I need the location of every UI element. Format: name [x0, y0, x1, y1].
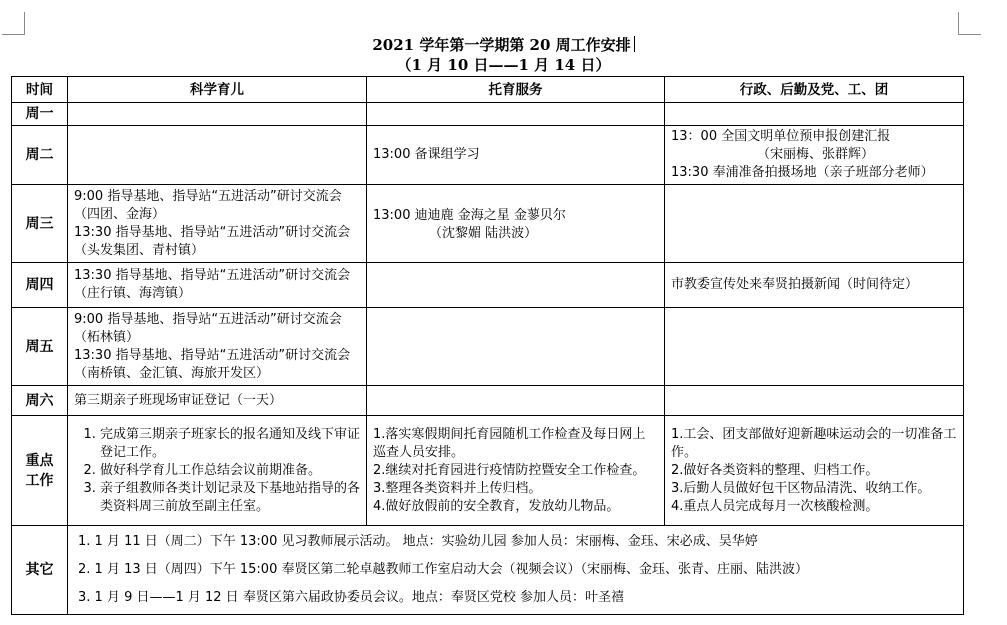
header-childcare-service: 托育服务	[367, 77, 665, 103]
document-title: 2021 学年第一学期第 20 周工作安排	[0, 35, 1007, 55]
row-saturday	[12, 386, 964, 416]
day-label: 周一	[12, 103, 68, 126]
header-time: 时间	[12, 77, 68, 103]
row-wednesday	[12, 185, 964, 263]
cell-empty	[367, 386, 665, 416]
entry-text: 9:00 指导基地、指导站“五进活动”研讨交流会（四团、金海）	[74, 188, 342, 222]
list-item: 1.落实寒假期间托育园随机工作检查及每日网上巡查人员安排。	[373, 426, 646, 460]
key-work-list	[74, 426, 360, 516]
cell-empty	[665, 308, 964, 386]
list-item: 2.做好各类资料的整理、归档工作。	[671, 462, 879, 478]
day-label: 重点工作	[12, 416, 68, 526]
entry-text: 13:00 备课组学习	[373, 147, 480, 162]
list-item: 2.继续对托育园进行疫情防控暨安全工作检查。	[373, 462, 646, 478]
cell-kexue	[68, 308, 367, 386]
list-item: 3. 1 月 9 日——1 月 12 日 奉贤区第六届政协委员会议。地点：奉贤区党校 参加人员：叶圣禧	[78, 590, 624, 605]
list-item: 1. 完成第三期亲子班家长的报名通知及线下审证登记工作。	[100, 426, 360, 462]
day-label: 周二	[12, 126, 68, 185]
row-friday	[12, 308, 964, 386]
text-cursor	[634, 36, 635, 52]
list-item: 4.重点人员完成每月一次核酸检测。	[671, 498, 879, 514]
list-item: 1.工会、团支部做好迎新趣味运动会的一切准备工作。	[671, 426, 957, 460]
day-label: 周六	[12, 386, 68, 416]
list-item: 1. 1 月 11 日（周二）下午 13:00 见习教师展示活动。 地点：实验幼儿园 参加人员：宋丽梅、金珏、宋必成、吴华婷	[78, 534, 758, 549]
cell-empty	[367, 263, 665, 308]
cell-admin: 市教委宣传处来奉贤拍摄新闻（时间待定）	[665, 263, 964, 308]
day-label: 周三	[12, 185, 68, 263]
list-item: 4.做好放假前的安全教育，发放幼儿物品。	[373, 498, 620, 514]
cell-empty	[367, 308, 665, 386]
cell-tuoyu	[367, 416, 665, 526]
header-row	[12, 77, 964, 103]
entry-text: 13:00 迪迪鹿 金海之星 金蓼贝尔	[373, 208, 566, 223]
day-label: 周四	[12, 263, 68, 308]
row-other	[12, 526, 964, 615]
row-tuesday	[12, 126, 964, 185]
header-admin-logistics: 行政、后勤及党、工、团	[665, 77, 964, 103]
cell-empty	[665, 185, 964, 263]
cell-other	[68, 526, 964, 615]
cell-empty	[68, 126, 367, 185]
list-item: 3. 亲子组教师各类计划记录及下基地站指导的各类资料周三前放至副主任室。	[100, 480, 360, 516]
entry-text: （沈黎媚 陆洪波）	[429, 226, 538, 241]
list-item: 2. 做好科学育儿工作总结会议前期准备。	[100, 462, 360, 480]
list-item: 3.整理各类资料并上传归档。	[373, 480, 542, 496]
entry-text: 13:30 指导基地、指导站“五进活动”研讨交流会（头发集团、青村镇）	[74, 224, 351, 258]
entry-text: 13:30 奉浦准备拍摄场地（亲子班部分老师）	[671, 165, 934, 180]
list-item: 3.后勤人员做好包干区物品清洗、收纳工作。	[671, 480, 931, 496]
cell-empty	[367, 103, 665, 126]
row-monday	[12, 103, 964, 126]
day-label: 其它	[12, 526, 68, 615]
document-subtitle-date-range: （1 月 10 日——1 月 14 日）	[396, 56, 611, 74]
cell-empty	[68, 103, 367, 126]
header-science-parenting: 科学育儿	[68, 77, 367, 103]
entry-text: 13：00 全国文明单位预申报创建汇报	[671, 129, 891, 144]
cell-kexue	[68, 416, 367, 526]
entry-text: 13:30 指导基地、指导站“五进活动”研讨交流会（南桥镇、金汇镇、海旅开发区）	[74, 347, 351, 381]
cell-kexue: 第三期亲子班现场审证登记（一天）	[68, 386, 367, 416]
cell-tuoyu	[367, 185, 665, 263]
cell-kexue	[68, 185, 367, 263]
cell-empty	[665, 386, 964, 416]
cell-kexue: 13:30 指导基地、指导站“五进活动”研讨交流会（庄行镇、海湾镇）	[68, 263, 367, 308]
row-key-work	[12, 416, 964, 526]
cell-admin	[665, 126, 964, 185]
row-thursday	[12, 263, 964, 308]
cell-tuoyu	[367, 126, 665, 185]
schedule-table	[11, 76, 964, 615]
day-label: 周五	[12, 308, 68, 386]
cell-empty	[665, 103, 964, 126]
entry-text: 9:00 指导基地、指导站“五进活动”研讨交流会（柘林镇）	[74, 311, 342, 345]
page-corner-mark-top-right	[958, 12, 981, 35]
entry-text: （宋丽梅、张群辉）	[757, 147, 875, 162]
list-item: 2. 1 月 13 日（周四）下午 15:00 奉贤区第二轮卓越教师工作室启动大会（视频会议）（宋丽梅、金珏、张青、庄丽、陆洪波）	[78, 562, 808, 577]
cell-admin	[665, 416, 964, 526]
page-corner-mark-top-left	[2, 12, 25, 35]
